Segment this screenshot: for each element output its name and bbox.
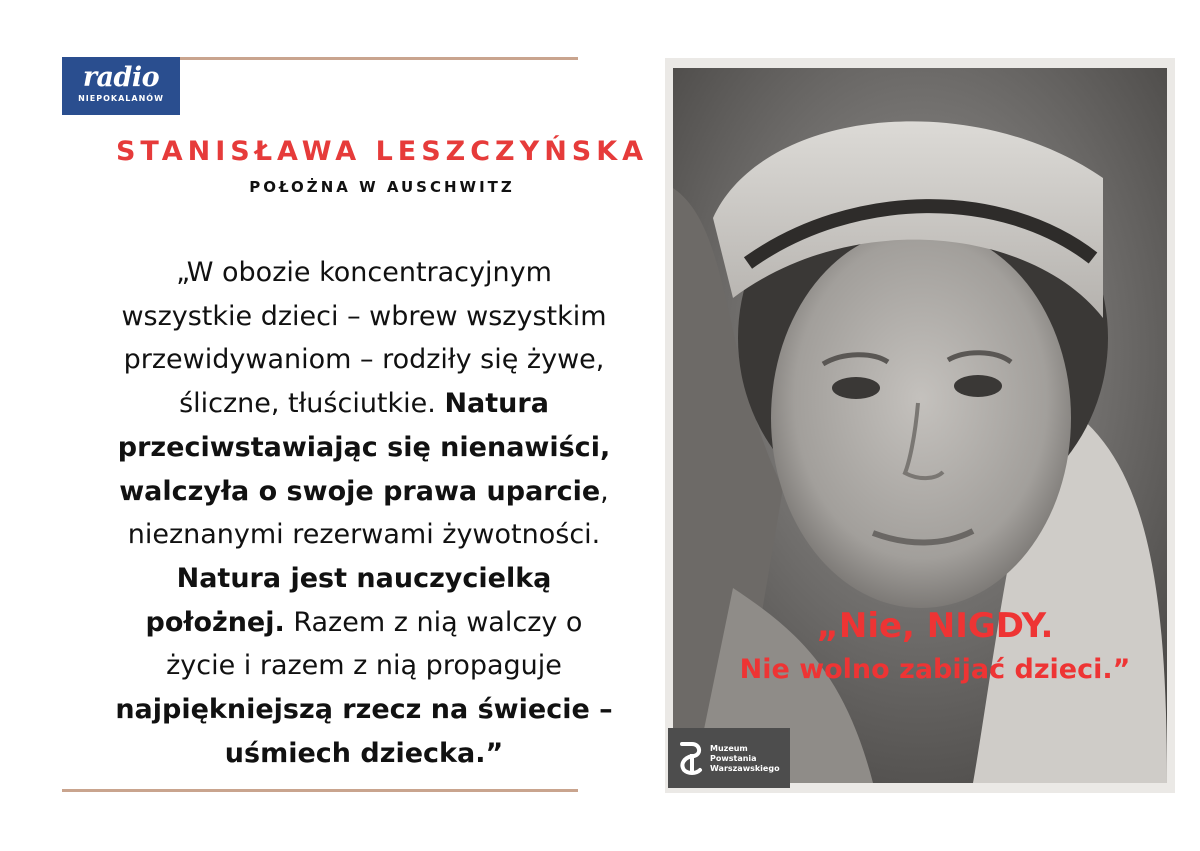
quote-bold: przeciwstawiając się nienawiści,: [117, 431, 611, 463]
quote-line: [44, 688, 684, 732]
logo-text-main: radio: [82, 62, 160, 93]
quote-line: „W obozie koncentracyjnym: [176, 257, 552, 288]
museum-line: Warszawskiego: [710, 764, 780, 773]
museum-logo: [668, 728, 790, 788]
quote-line: wszystkie dzieci – wbrew wszystkim: [121, 300, 607, 332]
quote-text: śliczne, tłuściutkie.: [179, 388, 445, 420]
quote-line: [44, 732, 684, 776]
quote-line: [44, 426, 684, 470]
quote-bold: walczyła o swoje prawa uparcie: [119, 475, 601, 507]
quote-line: [44, 601, 684, 645]
photo-quote-line-1: „Nie, NIGDY.: [816, 606, 1054, 646]
quote-line: życie i razem z nią propaguje: [166, 650, 562, 682]
museum-name: [710, 744, 780, 774]
quote-line: nieznanymi rezerwami żywotności.: [127, 519, 601, 551]
quote-bold: położnej.: [145, 606, 285, 638]
quote-line: [44, 382, 684, 426]
museum-line: Muzeum: [710, 744, 748, 753]
quote-text: Razem z nią walczy o: [284, 606, 583, 638]
museum-line: Powstania: [710, 754, 757, 763]
radio-niepokalanow-logo: [62, 57, 180, 115]
quote-bold: uśmiech dziecka.”: [224, 737, 504, 769]
quote-bold: Natura jest nauczycielką: [176, 562, 552, 594]
quote-bold: Natura: [444, 388, 549, 420]
person-name: STANISŁAWA LESZCZYŃSKA: [115, 136, 649, 167]
anchor-symbol-icon: [674, 738, 714, 778]
quote-line: [44, 557, 684, 601]
quote-line: przewidywaniom – rodziły się żywe,: [123, 344, 605, 376]
bottom-divider: [62, 789, 578, 792]
quote-line: [44, 470, 684, 514]
person-subtitle: POŁOŻNA W AUSCHWITZ: [249, 178, 515, 196]
photo-quote-line-2: Nie wolno zabijać dzieci.”: [739, 654, 1131, 685]
logo-text-sub: NIEPOKALANÓW: [78, 94, 164, 103]
quote-text: ,: [600, 475, 609, 507]
main-quote: [44, 251, 684, 775]
quote-bold: najpiękniejszą rzecz na świecie –: [115, 694, 613, 726]
